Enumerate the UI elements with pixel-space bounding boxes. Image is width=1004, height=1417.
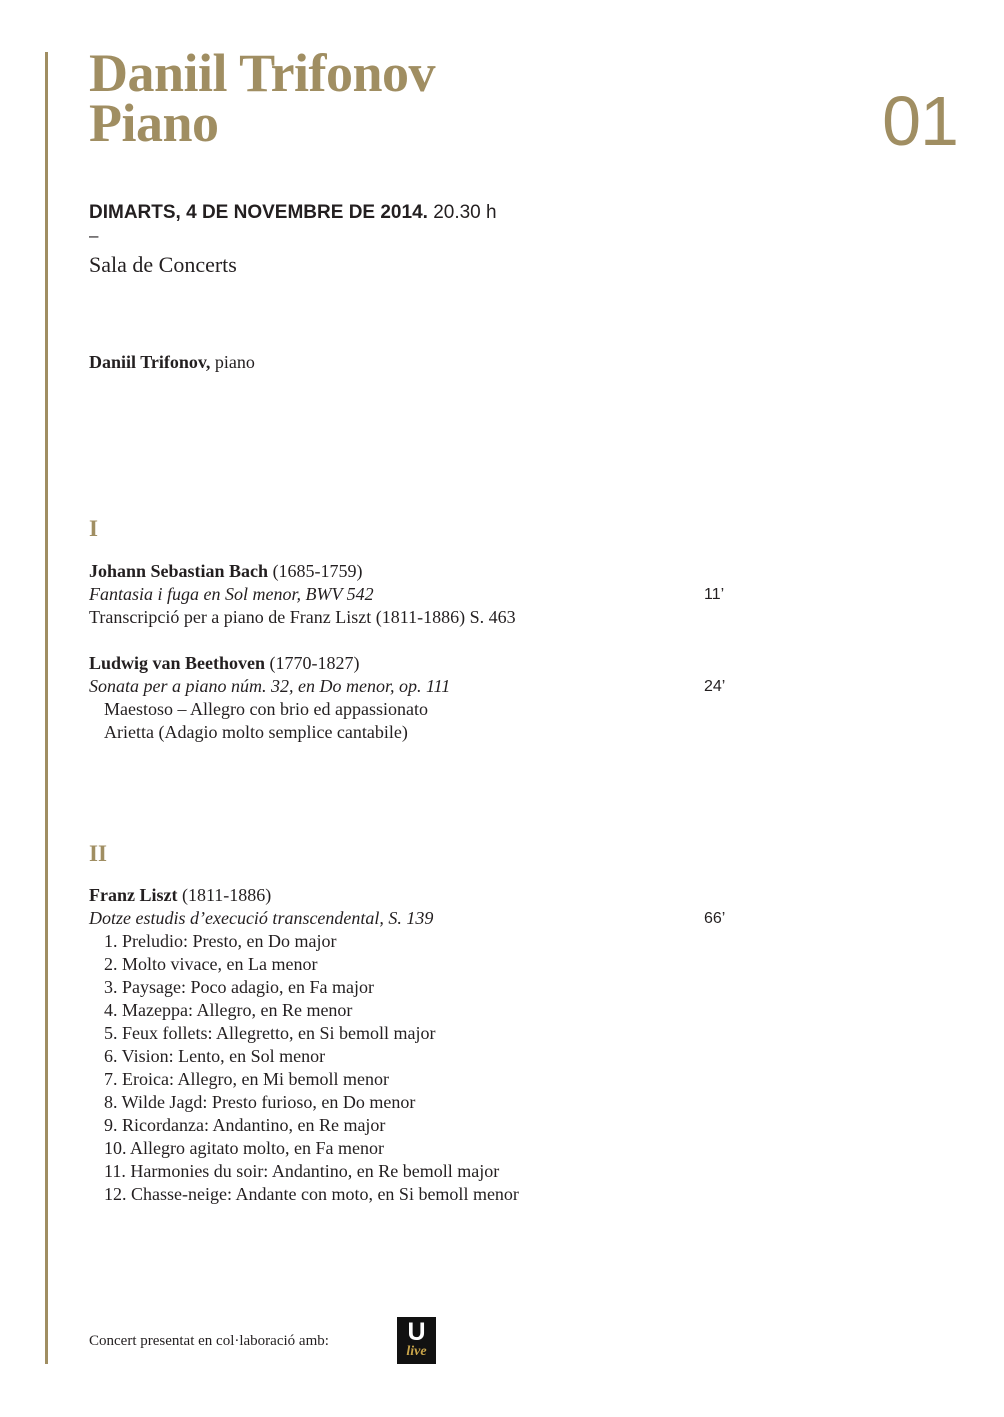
page-title bbox=[89, 43, 436, 153]
collaboration-credit: Concert presentat en col·laboració amb: bbox=[89, 1333, 329, 1349]
movement-item: Arietta (Adagio molto semplice cantabile) bbox=[104, 722, 408, 742]
movement-item: 4. Mazeppa: Allegro, en Re menor bbox=[104, 1000, 353, 1020]
composer-name: Ludwig van Beethoven bbox=[89, 653, 266, 673]
work-liszt bbox=[89, 884, 769, 1206]
work-beethoven bbox=[89, 652, 769, 744]
piece-note: Transcripció per a piano de Franz Liszt (1811-1886) S. 463 bbox=[89, 607, 516, 627]
title-instrument: Piano bbox=[89, 93, 219, 153]
piece-duration: 11’ bbox=[704, 586, 725, 603]
performer-credit bbox=[89, 350, 255, 374]
movement-item: 3. Paysage: Poco adagio, en Fa major bbox=[104, 977, 374, 997]
section-heading-part-1: I bbox=[89, 516, 98, 541]
composer-name: Franz Liszt bbox=[89, 885, 178, 905]
vertical-rule bbox=[45, 52, 48, 1364]
piece-line bbox=[89, 583, 769, 606]
piece-duration: 66’ bbox=[704, 910, 726, 927]
logo-letter: U bbox=[407, 1318, 426, 1346]
movement-item: 8. Wilde Jagd: Presto furioso, en Do menor bbox=[104, 1092, 416, 1112]
logo-word: live bbox=[406, 1344, 427, 1359]
section-heading-part-2: II bbox=[89, 841, 107, 866]
concert-number: 01 bbox=[882, 82, 958, 160]
movement-item: 7. Eroica: Allegro, en Mi bemoll menor bbox=[104, 1069, 389, 1089]
composer-line bbox=[89, 652, 769, 675]
movement-item: 12. Chasse-neige: Andante con moto, en Si bemoll menor bbox=[104, 1184, 519, 1204]
concert-time: 20.30 h bbox=[433, 202, 497, 223]
movement-item: 2. Molto vivace, en La menor bbox=[104, 954, 318, 974]
composer-line bbox=[89, 560, 769, 583]
movement-item: 1. Preludio: Presto, en Do major bbox=[104, 931, 337, 951]
movement-item: Maestoso – Allegro con brio ed appassionato bbox=[104, 699, 428, 719]
piece-title: Fantasia i fuga en Sol menor, BWV 542 bbox=[89, 584, 374, 604]
venue: Sala de Concerts bbox=[89, 252, 237, 277]
composer-line bbox=[89, 884, 769, 907]
composer-years: (1811-1886) bbox=[181, 885, 272, 905]
movement-item: 11. Harmonies du soir: Andantino, en Re bemoll major bbox=[104, 1161, 500, 1181]
piece-line bbox=[89, 675, 769, 698]
ulive-logo bbox=[397, 1317, 436, 1364]
piece-line bbox=[89, 907, 769, 930]
movement-item: 10. Allegro agitato molto, en Fa menor bbox=[104, 1138, 384, 1158]
piece-title: Sonata per a piano núm. 32, en Do menor, op. 111 bbox=[89, 676, 451, 696]
movement-item: 5. Feux follets: Allegretto, en Si bemoll major bbox=[104, 1023, 436, 1043]
performer-instrument: piano bbox=[214, 352, 255, 372]
piece-duration: 24’ bbox=[704, 678, 726, 695]
composer-years: (1685-1759) bbox=[272, 561, 363, 581]
performer-name: Daniil Trifonov, bbox=[89, 352, 211, 372]
separator-dash: – bbox=[89, 226, 99, 245]
movement-item: 9. Ricordanza: Andantino, en Re major bbox=[104, 1115, 386, 1135]
concert-date: DIMARTS, 4 DE NOVEMBRE DE 2014. bbox=[89, 202, 428, 223]
work-bach bbox=[89, 560, 769, 629]
composer-years: (1770-1827) bbox=[269, 653, 360, 673]
date-line bbox=[89, 200, 497, 226]
movement-item: 6. Vision: Lento, en Sol menor bbox=[104, 1046, 326, 1066]
composer-name: Johann Sebastian Bach bbox=[89, 561, 269, 581]
piece-title: Dotze estudis d’execució transcendental, S. 139 bbox=[89, 908, 434, 928]
title-performer: Daniil Trifonov bbox=[89, 43, 436, 103]
